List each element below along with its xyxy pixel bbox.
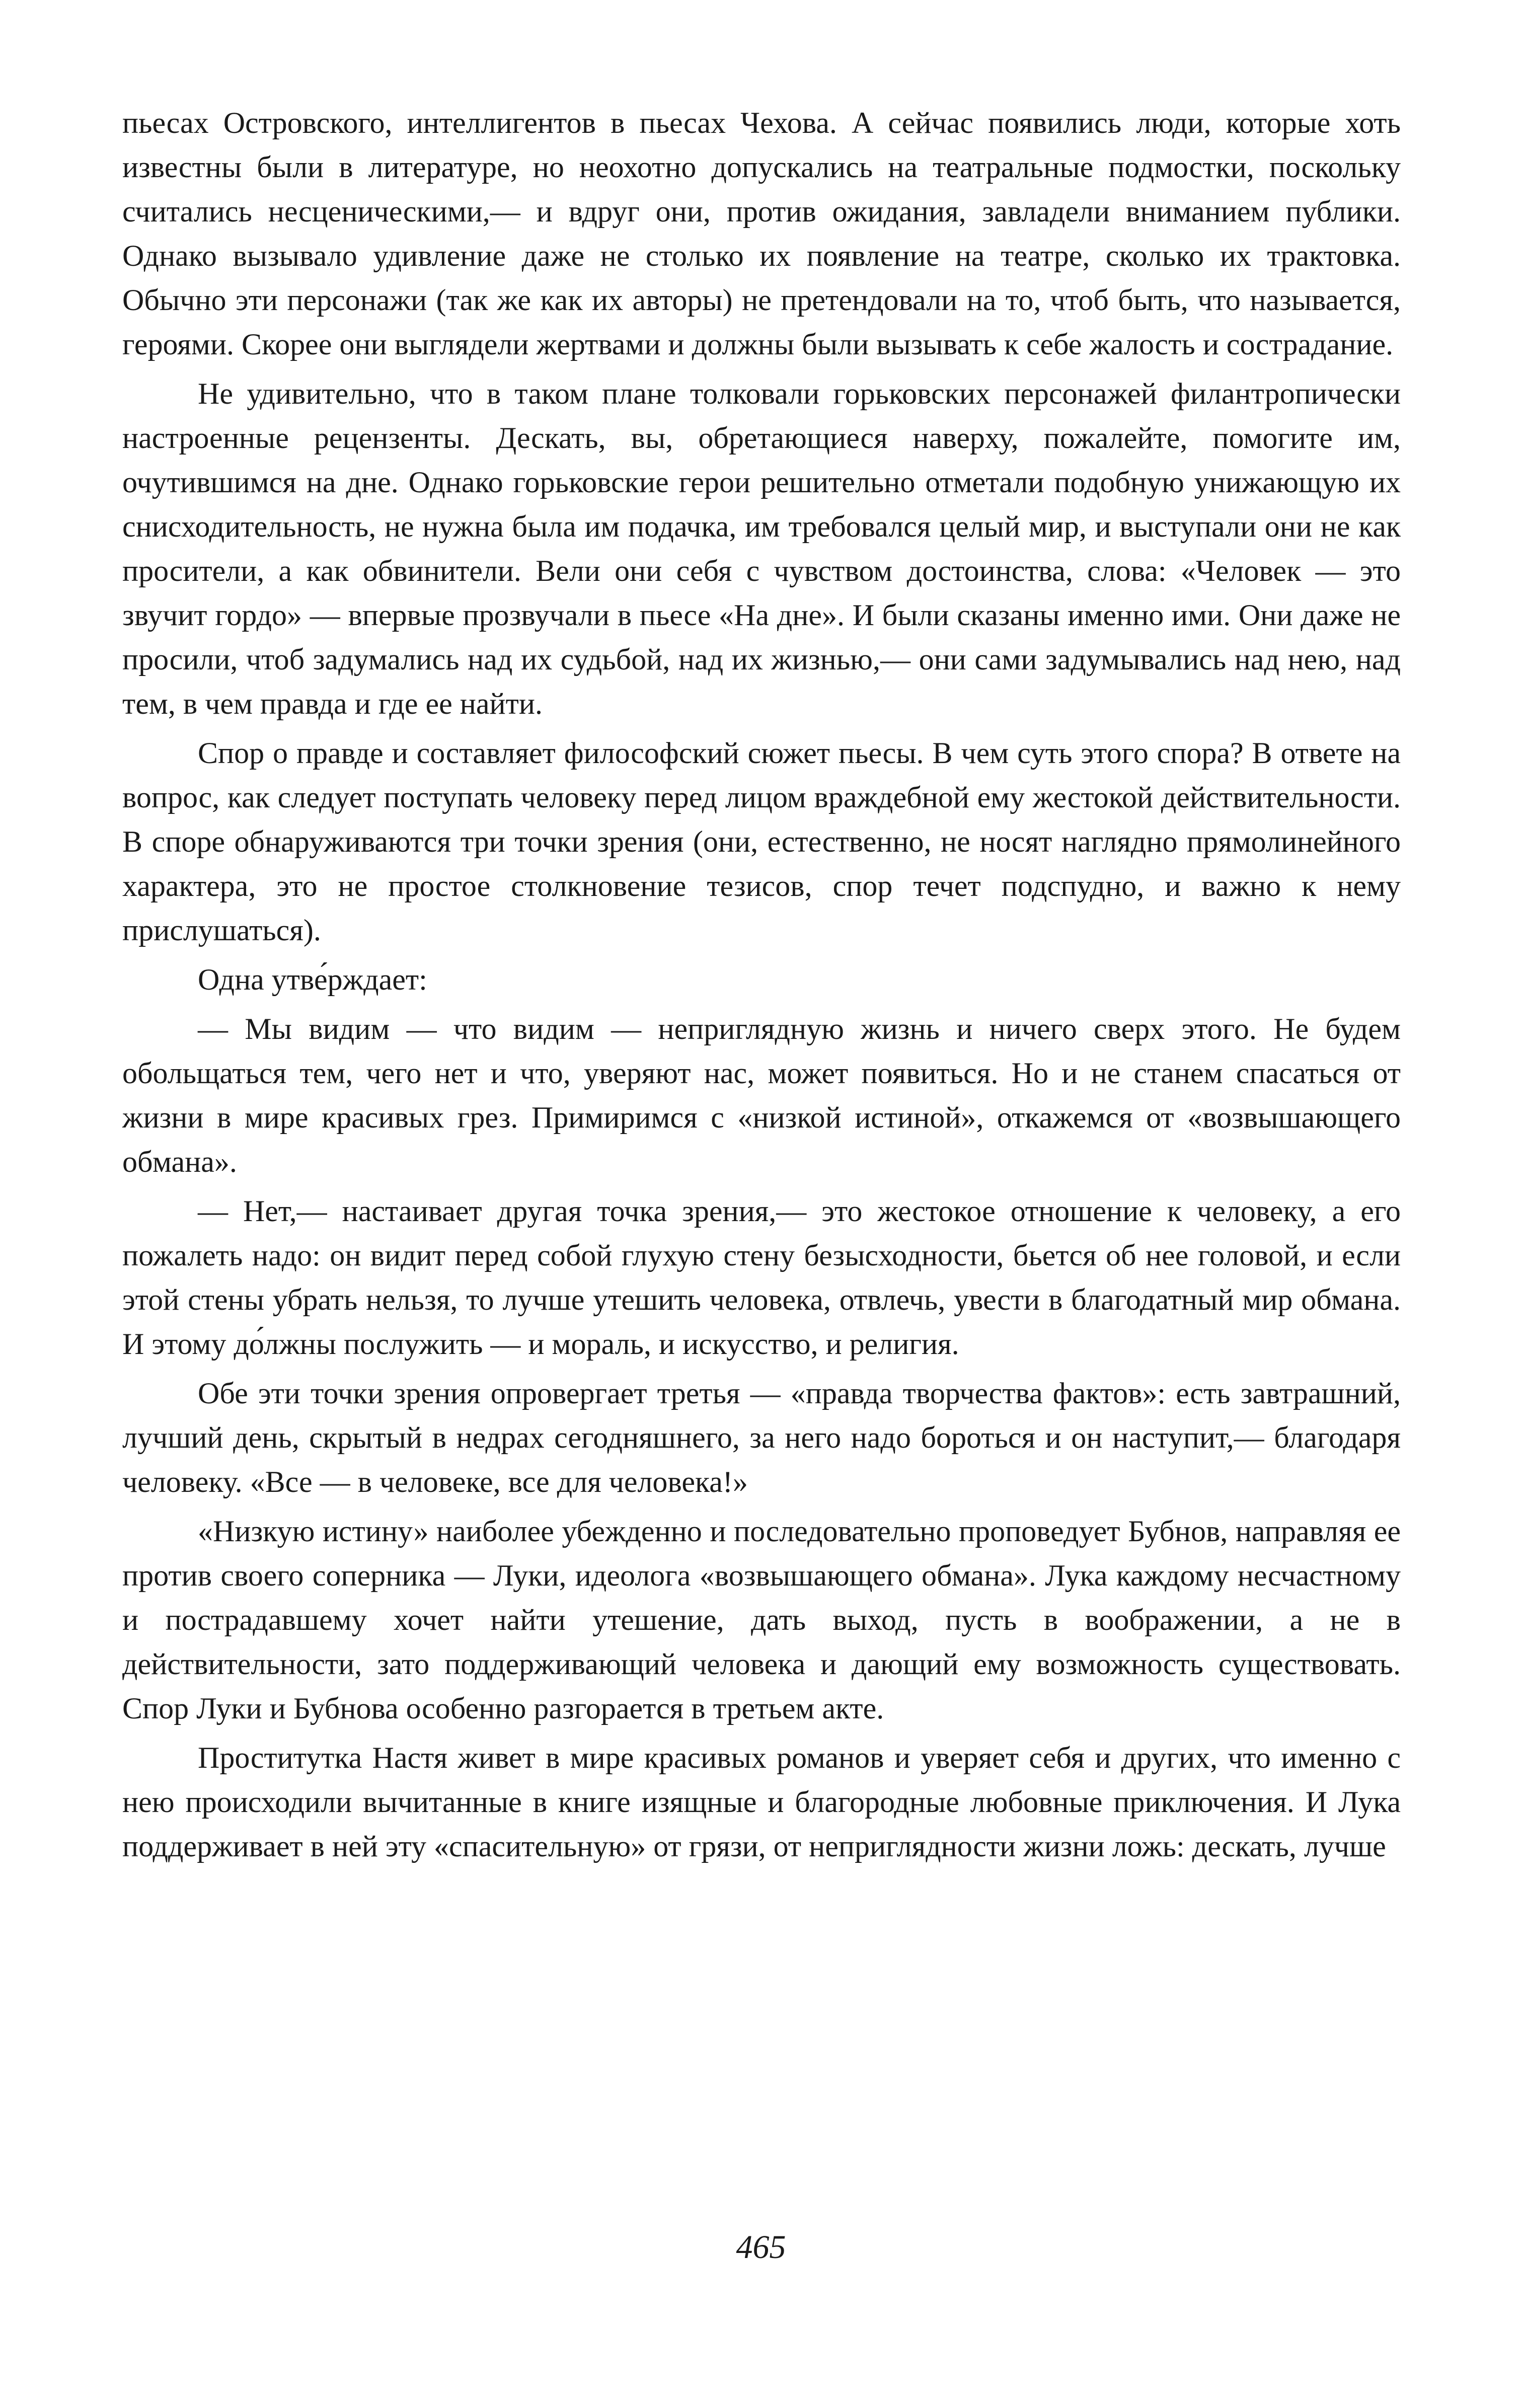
paragraph-4: Одна утве́рждает: bbox=[198, 963, 427, 996]
paragraph-9: Проститутка Настя живет в мире красивых романов и уверяет себя и других, что именно с нею происходили вычитанные в книге изящные и благородные любовные приключения. И Лука поддерживает в ней эту «спасительную» от грязи, от неприглядности жизни ложь: дескать, лучше bbox=[122, 1741, 1401, 1863]
paragraph-5: — Мы видим — что видим — неприглядную жизнь и ничего сверх этого. Не будем обольщаться тем, чего нет и что, уверяют нас, может появиться. Но и не станем спасаться от жизни в мире красивых грез. Примиримся с «низкой истиной», откажемся от «возвышающего обмана». bbox=[122, 1012, 1401, 1178]
paragraph-3: Спор о правде и составляет философский сюжет пьесы. В чем суть этого спора? В ответе на вопрос, как следует поступать человеку перед лицом враждебной ему жестокой действительности. В споре обнаруживаются три точки зрения (они, естественно, не носят наглядно прямолинейного характера, это не простое столкновение тезисов, спор течет подспудно, и важно к нему прислушаться). bbox=[122, 736, 1401, 947]
paragraph-6: — Нет,— настаивает другая точка зрения,— это жестокое отношение к человеку, а его пожалеть надо: он видит перед собой глухую стену безысходности, бьется об нее головой, и если этой стены убрать нельзя, то лучше утешить человека, отвлечь, увести в благодатный мир обмана. И этому до́лжны послужить — и мораль, и искусство, и религия. bbox=[122, 1194, 1401, 1361]
paragraph-8: «Низкую истину» наиболее убежденно и последовательно проповедует Бубнов, направляя ее против своего соперника — Луки, идеолога «возвышающего обмана». Лука каждому несчастному и пострадавшему хочет найти утешение, дать выход, пусть в воображении, а не в действительности, зато поддерживающий человека и дающий ему возможность существовать. Спор Луки и Бубнова особенно разгорается в третьем акте. bbox=[122, 1515, 1401, 1725]
paragraph-7: Обе эти точки зрения опровергает третья — «правда творчества фактов»: есть завтрашний, лучший день, скрытый в недрах сегодняшнего, за него надо бороться и он наступит,— благодаря человеку. «Все — в человеке, все для человека!» bbox=[122, 1377, 1401, 1498]
paragraph-1: пьесах Островского, интеллигентов в пьесах Чехова. А сейчас появились люди, которые хоть известны были в литературе, но неохотно допускались на театральные подмостки, поскольку считались несценическими,— и вдруг они, против ожидания, завладели вниманием публики. Однако вызывало удивление даже не столько их появление на театре, сколько их трактовка. Обычно эти персонажи (так же как их авторы) не претендовали на то, чтоб быть, что называется, героями. Скорее они выглядели жертвами и должны были вызывать к себе жалость и сострадание. bbox=[122, 106, 1401, 361]
paragraph-2: Не удивительно, что в таком плане толковали горьковских персонажей филантропически настроенные рецензенты. Дескать, вы, обретающиеся наверху, пожалейте, помогите им, очутившимся на дне. Однако горьковские герои решительно отметали подобную унижающую их снисходительность, не нужна была им подачка, им требовался целый мир, и выступали они не как просители, а как обвинители. Вели они себя с чувством достоинства, слова: «Человек — это звучит гордо» — впервые прозвучали в пьесе «На дне». И были сказаны именно ими. Они даже не просили, чтоб задумались над их судьбой, над их жизнью,— они сами задумывались над нею, над тем, в чем правда и где ее найти. bbox=[122, 377, 1401, 720]
body-text bbox=[122, 101, 1401, 1868]
page-number: 465 bbox=[736, 2229, 786, 2266]
